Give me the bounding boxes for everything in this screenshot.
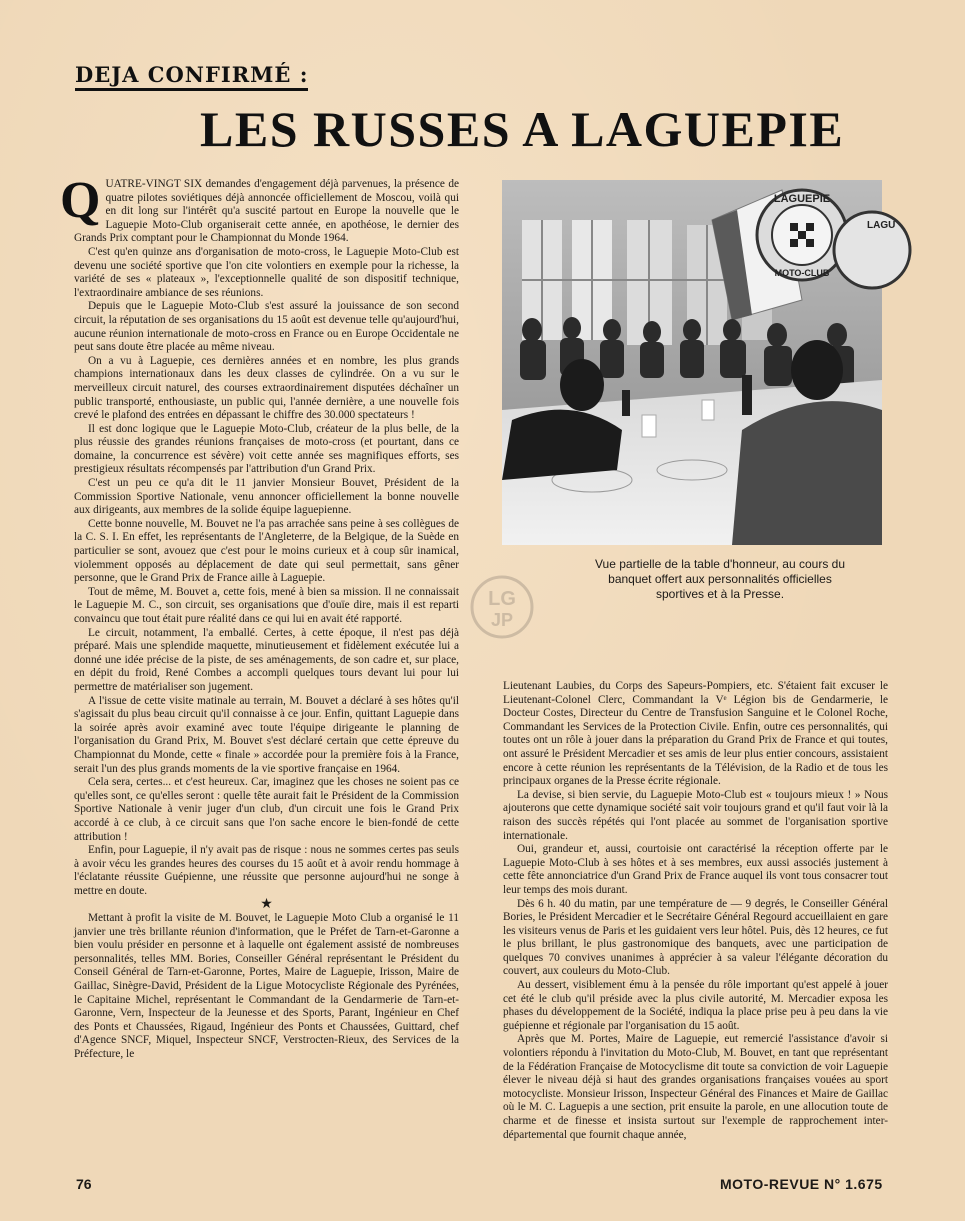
- paragraph: Le circuit, notamment, l'a emballé. Certes, à cette époque, il n'est pas déjà préparé. Mais une splendide maquette, minutieusement et fidèlement exécutée lui a donné une idée précise de la piste, de ses aménagements, de son cadre et, sur place, en dépit du froid, René Combes a accompli quelques tours devant lui pour lui permettre de matérialiser son jugement.: [74, 626, 459, 693]
- right-column: [503, 680, 888, 1141]
- watermark-logo: [462, 572, 542, 642]
- paragraph: C'est qu'en quinze ans d'organisation de moto-cross, le Laguepie Moto-Club est devenu une société sportive que l'on cite volontiers en exemple pour la richesse, la variété de ses « plateaux », l'exceptionnelle qualité de son dispositif technique, l'extraordinaire ambiance de ses réunions.: [74, 245, 459, 299]
- banquet-photo: [502, 180, 896, 545]
- paragraph: C'est un peu ce qu'a dit le 11 janvier Monsieur Bouvet, Président de la Commission Sportive Nationale, venu annoncer officiellement la bonne nouvelle aux dirigeants, aux membres de la solide équipe laguepienne.: [74, 477, 459, 517]
- paragraph: La devise, si bien servie, du Laguepie Moto-Club est « toujours mieux ! » Nous ajouterons que cette dynamique société sait voir toujours grand et qu'il faut voir là la raison des succès répétés qui l'ont placée au sommet de l'organisation sportive internationale.: [503, 788, 888, 842]
- kicker-text: DEJA CONFIRMÉ :: [75, 62, 308, 91]
- paragraph: Cela sera, certes... et c'est heureux. Car, imaginez que les choses ne soient pas ce qu'elles sont, ce qu'elles seront : quelle tête aurait fait le Président de la Commission Sportive Nationale à venir juger d'un club, d'un circuit une fois le Grand Prix accordé à ce club, à ce circuit sans que l'on sache encore le bien-fondé de cette attribution !: [74, 776, 459, 843]
- paragraph: Dès 6 h. 40 du matin, par une température de — 9 degrés, le Conseiller Général Bories, le Président Mercadier et le Secrétaire Général Regourd accueillaient en gare les visiteurs venus de Paris et les guidaient vers leur hôtel. Puis, dès 12 heures, ce fut le plus brillant, le plus gastronomique des banquets, avec une participation de quelques 70 convives unanimes à apprécier à sa valeur l'élégante décoration du couvert, aux couleurs du Moto-Club.: [503, 897, 888, 978]
- paragraph: Il est donc logique que le Laguepie Moto-Club, créateur de la plus belle, de la plus réussie des grandes réunions françaises de moto-cross (et pourtant, dans ce domaine, la concurrence est sévère) voit cette année ses magnifiques efforts, ses prestigieux résultats récompensés par l'attribution d'un Grand Prix.: [74, 422, 459, 476]
- paragraph: [60, 172, 459, 246]
- star-separator: ★: [260, 897, 273, 913]
- paragraph: Lieutenant Laubies, du Corps des Sapeurs-Pompiers, etc. S'étaient fait excuser le Lieutenant-Colonel Clerc, Commandant la Vᵉ Légion bis de Gendarmerie, le Docteur Costes, Directeur du Centre de Transfusion Sanguine et le Colonel Roche, Commandant les Services de la Protection Civile. Enfin, outre ces personnalités, qui toutes ont un rôle à jouer dans la préparation du Grand Prix de France et qui toutes, ont assuré le Président Mercadier et ses amis de leur plus entier concours, assistaient encore à cette réunion les représentants de la Télévision, de la Radio et de tous les principaux organes de la Presse écrite régionale.: [503, 680, 888, 788]
- photo-caption: Vue partielle de la table d'honneur, au cours du banquet offert aux personnalités officielles sportives et à la Presse.: [594, 557, 846, 601]
- emblem2-text: LAGU: [867, 220, 896, 231]
- paragraph: Cette bonne nouvelle, M. Bouvet ne l'a pas arrachée sans peine à ses collègues de la C. S. I. En effet, les représentants de l'Angleterre, de la Belgique, de la Suède en particulier se sont, avouez que c'est pour le moins curieux et à coup sûr inamical, violemment opposés au déplacement de date qui seul permettait, sans gêner personne, que le Grand Prix de France aille à Laguepie.: [74, 517, 459, 585]
- svg-text:JP: JP: [490, 610, 514, 630]
- paragraph: Mettant à profit la visite de M. Bouvet, le Laguepie Moto Club a organisé le 11 janvier une très brillante réunion d'information, que le Préfet de Tarn-et-Garonne a bien voulu présider en personne et à laquelle ont également assisté de nombreuses personnalités, telles MM. Bories, Conseiller Général représentant le Président du Conseil Général de Tarn-et-Garonne, Portes, Maire de Laguepie, Irisson, Maire de Gaillac, Sinègre-David, Président de la Ligue Motocycliste Régionale des Pyrénées, le Capitaine Michel, représentant le Commandant de la Gendarmerie de Tarn-et-Garonne, Vern, Inspecteur de la Jeunesse et des Sports, Parant, Ingénieur en Chef des Ponts et Chaussées, Rigaud, Ingénieur des Ponts et Chaussées, Guittard, chef d'Agence SNCF, Miquel, Inspecteur SNCF, Verstrocten-Rieux, des Services de la Préfecture, le: [74, 912, 459, 1060]
- paragraph: Depuis que le Laguepie Moto-Club s'est assuré la jouissance de son second circuit, la réputation de ses organisations du 15 août est devenue telle qu'aujourd'hui, aucune réunion internationale de moto-cross en France ou en Europe Occidentale ne peut sans doute être placée au même niveau.: [74, 300, 459, 354]
- banquet-photo-illustration: [502, 180, 896, 545]
- paragraph: Enfin, pour Laguepie, il n'y avait pas de risque : nous ne sommes certes pas seuls à avoir vécu les grandes heures des courses du 15 août et à avoir rendu hommage à l'éclatante réussite Guépienne, une réussite que personne aujourd'hui ne songe à mettre en doute.: [74, 844, 459, 897]
- emblem-text-bottom: MOTO-CLUB: [774, 268, 830, 278]
- svg-text:LG: LG: [488, 588, 516, 610]
- kicker: [75, 62, 308, 87]
- headline: LES RUSSES A LAGUEPIE: [200, 101, 845, 157]
- drop-cap: Q: [60, 172, 101, 229]
- emblem-text-top: LAGUEPIE: [773, 193, 831, 205]
- paragraph: On a vu à Laguepie, ces dernières années et en nombre, les plus grands champions internationaux dans les deux classes de cylindrée. On a vu sur le merveilleux circuit naturel, des courses extraordinairement disputées déchaîner un public transporté, enthousiaste, un public qui, l'année dernière, a une nouvelle fois crevé le plafond des entrées en dépassant le chiffre des 30.000 spectateurs !: [74, 354, 459, 422]
- paragraph: Oui, grandeur et, aussi, courtoisie ont caractérisé la réception offerte par le Laguepie Moto-Club à ses hôtes et à ses membres, eux aussi associés justement à cette fête annonciatrice d'un Grand Prix de France auquel ils vont tous consacrer tout leur temps des mois durant.: [503, 843, 888, 896]
- magazine-issue: MOTO-REVUE N° 1.675: [720, 1176, 883, 1192]
- left-column: [60, 172, 459, 1158]
- paragraph-text: UATRE-VINGT SIX demandes d'engagement déjà parvenues, la présence de quatre pilotes soviétiques déjà annoncée officiellement de Moscou, voilà qui en dit long sur l'intérêt qu'a suscité partout en Europe la nouvelle que le Laguepie Moto-Club organiserait cette année, en apothéose, le dernier des Grands Prix comptant pour le Championnat du Monde 1964.: [74, 178, 459, 245]
- page-number: 76: [76, 1176, 92, 1192]
- paragraph: Tout de même, M. Bouvet a, cette fois, mené à bien sa mission. Il ne connaissait le Laguepie M. C., son circuit, ses organisations que d'ouïe dire, mais il est reparti convaincu que tout était pure réalité dans ce qui lui en avait été rapporté.: [74, 585, 459, 625]
- paragraph: Après que M. Portes, Maire de Laguepie, eut remercié l'assistance d'avoir si volontiers répondu à l'invitation du Moto-Club, M. Bouvet, en tant que représentant de la Fédération Française de Motocyclisme dit toute sa conviction de voir Laguepie élever le niveau déjà si haut des grandes organisations françaises vouées au sport motocycliste. Monsieur Irisson, Inspecteur Général des Finances et Maire de Gaillac où le M. C. Laguepis a une section, prit ensuite la parole, en une allocution toute de charme et de finesse et insista surtout sur l'exemple de rapprochement inter-départemental que fournit chaque année,: [503, 1033, 888, 1141]
- paragraph: Au dessert, visiblement ému à la pensée du rôle important qu'est appelé à jouer cet été le club qu'il préside avec la plus civile autorité, M. Mercadier exposa les phases du développement de la Société, indiqua la place prise peu à peu dans la vie guépienne et régionale par l'organisation du 15 août.: [503, 979, 888, 1032]
- paragraph: A l'issue de cette visite matinale au terrain, M. Bouvet a déclaré à ses hôtes qu'il s'agissait du plus beau circuit qu'il connaisse à ce jour. Enfin, quittant Laguepie dans la soirée après avoir examiné avec toute l'équipe dirigeante le planning de l'organisation du Grand Prix, M. Bouvet s'est déclaré certain que cette épreuve du Championnat du Monde, cette « finale » accordée pour la première fois à la France, serait l'un des plus grands moments de la vie sportive française en 1964.: [74, 694, 459, 775]
